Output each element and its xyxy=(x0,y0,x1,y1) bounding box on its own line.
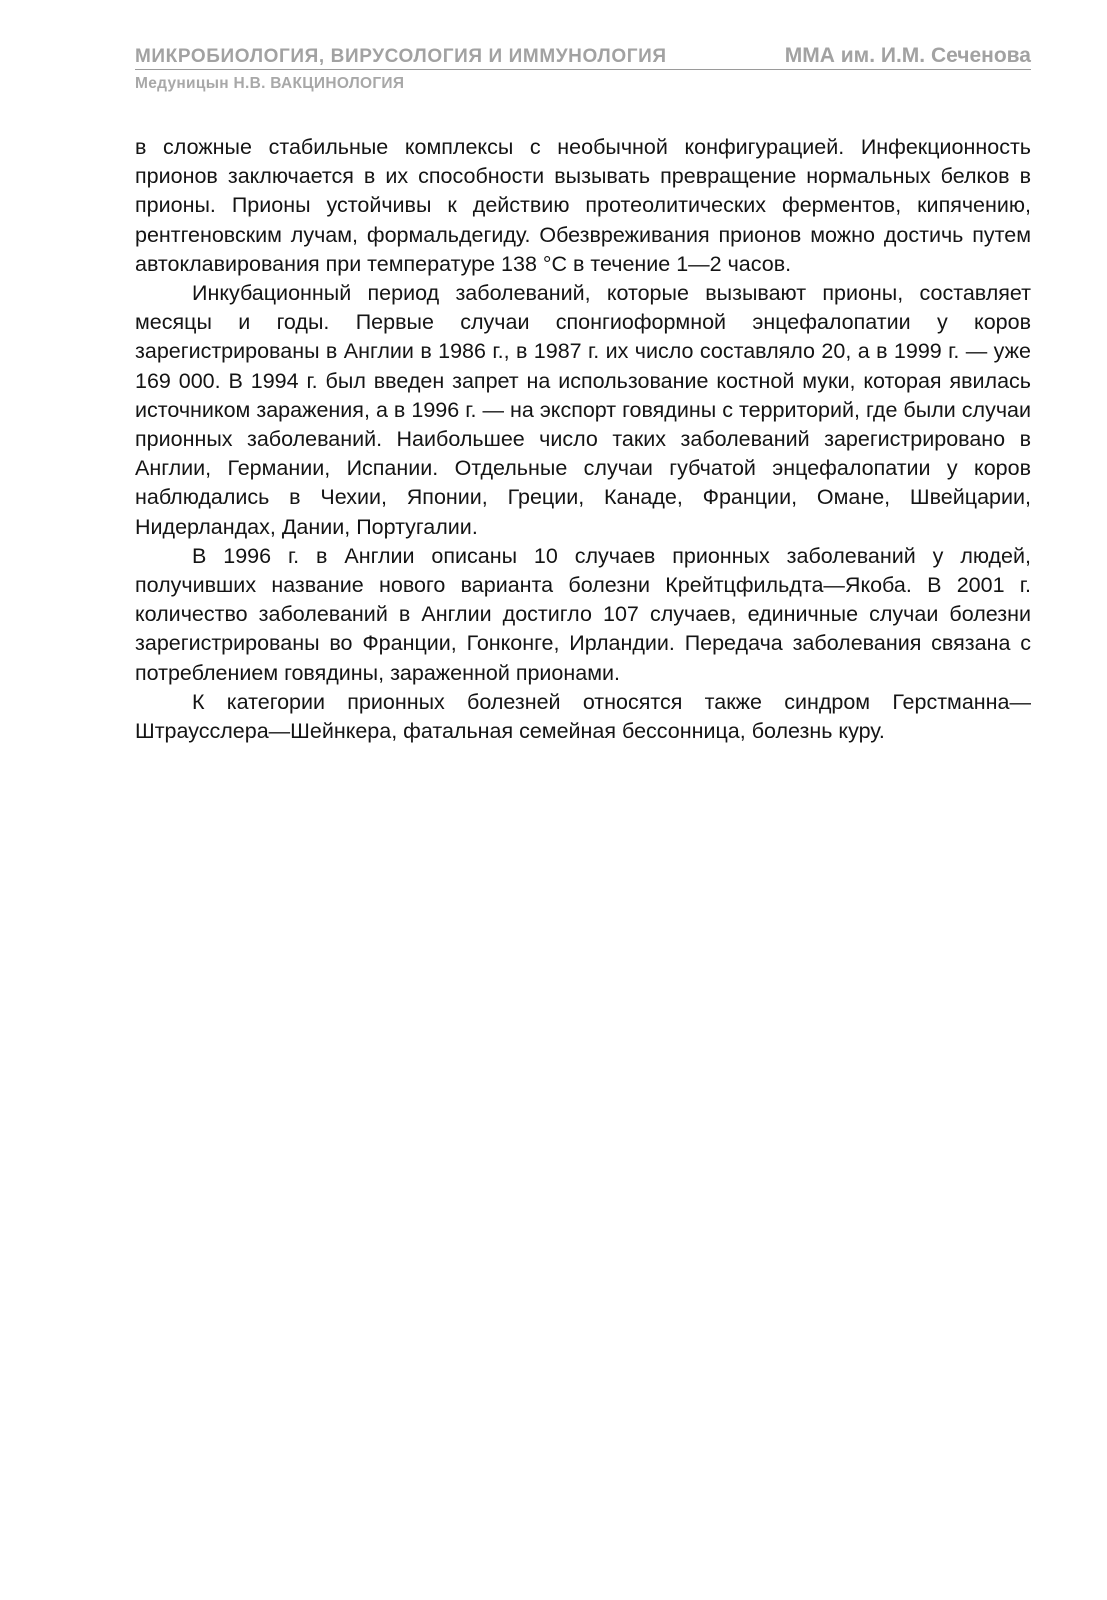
paragraph-2: Инкубационный период заболеваний, которые вызывают прионы, составляет месяцы и годы. Первые случаи спонгиоформной энцефалопатии у коров зарегистрированы в Англии в 1986 г., в 1987 г. их число составляло 20, а в 1999 г. — уже 169 000. В 1994 г. был введен запрет на использование костной муки, которая явилась источником заражения, а в 1996 г. — на экспорт говядины с территорий, где были случаи прионных заболеваний. Наибольшее число таких заболеваний зарегистрировано в Англии, Германии, Испании. Отдельные случаи губчатой энцефалопатии у коров наблюдались в Чехии, Японии, Греции, Канаде, Франции, Омане, Швейцарии, Нидерландах, Дании, Португалии. xyxy=(135,281,1031,539)
institution-name: ММА им. И.М. Сеченова xyxy=(784,44,1031,67)
author-book-title: Медуницын Н.В. ВАКЦИНОЛОГИЯ xyxy=(135,75,405,92)
header-row xyxy=(135,44,1031,70)
paragraph-1: в сложные стабильные комплексы с необычной конфигурацией. Инфекционность прионов заключается в их способности вызывать превращение нормальных белков в прионы. Прионы устойчивы к действию протеолитических ферментов, кипячению, рентгеновским лучам, формальдегиду. Обезвреживания прионов можно достичь путем автоклавирования при температуре 138 °С в течение 1—2 часов. xyxy=(135,135,1031,276)
running-header xyxy=(135,44,1031,93)
book-series-title: МИКРОБИОЛОГИЯ, ВИРУСОЛОГИЯ И ИММУНОЛОГИЯ xyxy=(135,46,667,67)
paragraph-4: К категории прионных болезней относятся также синдром Герстманна—Штраусслера—Шейнкера, фатальная семейная бессонница, болезнь куру. xyxy=(135,689,1031,744)
page-body xyxy=(135,133,1031,746)
paragraph-3: В 1996 г. в Англии описаны 10 случаев прионных заболеваний у людей, получивших название нового варианта болезни Крейтцфильдта—Якоба. В 2001 г. количество заболеваний в Англии достигло 107 случаев, единичные случаи болезни зарегистрированы во Франции, Гонконге, Ирландии. Передача заболевания связана с потреблением говядины, зараженной прионами. xyxy=(135,543,1031,685)
